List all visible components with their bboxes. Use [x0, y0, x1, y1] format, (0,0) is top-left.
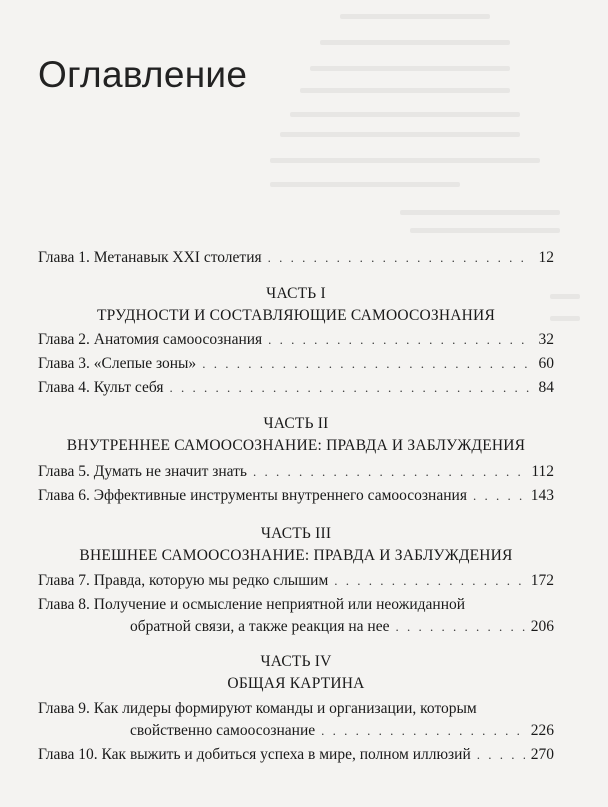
dot-leader	[477, 745, 525, 765]
entry-label: Глава 6. Эффективные инструменты внутреннего самоосознания	[38, 487, 467, 504]
entry-label-continued: свойственно самоосознание	[130, 722, 316, 739]
dot-leader	[395, 617, 524, 637]
entry-page: 143	[530, 487, 554, 504]
toc-entry-chapter-6	[38, 486, 554, 506]
toc-entry-chapter-9-line-1: Глава 9. Как лидеры формируют команды и организации, которым	[38, 700, 477, 717]
toc-entry-chapter-1	[38, 248, 554, 268]
part-1-title: ТРУДНОСТИ И СОСТАВЛЯЮЩИЕ САМООСОЗНАНИЯ	[97, 307, 495, 324]
toc-entry-chapter-8	[130, 617, 554, 637]
dot-leader	[253, 462, 525, 482]
entry-page: 172	[530, 572, 554, 589]
entry-label: Глава 5. Думать не значит знать	[38, 463, 248, 480]
toc-entry-chapter-2	[38, 330, 554, 350]
toc-entry-chapter-3	[38, 354, 554, 374]
dot-leader	[268, 248, 533, 268]
entry-label: Глава 3. «Слепые зоны»	[38, 355, 197, 372]
part-2-title: ВНУТРЕННЕЕ САМООСОЗНАНИЕ: ПРАВДА И ЗАБЛУЖДЕНИЯ	[66, 437, 526, 454]
entry-label: Глава 1. Метанавык XXI столетия	[38, 249, 262, 266]
dot-leader	[169, 378, 532, 398]
entry-label: Глава 10. Как выжить и добиться успеха в мире, полном иллюзий	[38, 746, 471, 763]
dot-leader	[473, 486, 525, 506]
part-4-title: ОБЩАЯ КАРТИНА	[227, 675, 365, 692]
page-title: Оглавление	[38, 54, 248, 95]
dot-leader	[321, 721, 525, 741]
entry-label-continued: обратной связи, а также реакция на нее	[130, 618, 390, 635]
part-1-number: ЧАСТЬ I	[266, 285, 326, 302]
entry-page: 206	[530, 618, 554, 635]
entry-label: Глава 7. Правда, которую мы редко слышим	[38, 572, 329, 589]
entry-label: Глава 2. Анатомия самоосознания	[38, 331, 263, 348]
toc-entry-chapter-4	[38, 378, 554, 398]
entry-label: Глава 4. Культ себя	[38, 379, 164, 396]
bleed-through-text	[250, 0, 608, 330]
entry-page: 112	[531, 463, 554, 480]
toc-entry-chapter-5	[38, 462, 554, 482]
dot-leader	[334, 571, 524, 591]
part-4-number: ЧАСТЬ IV	[260, 653, 332, 670]
toc-entry-chapter-7	[38, 571, 554, 591]
entry-page: 84	[538, 379, 554, 396]
toc-entry-chapter-8-line-1: Глава 8. Получение и осмысление неприятной или неожиданной	[38, 596, 466, 613]
dot-leader	[202, 354, 532, 374]
part-3-number: ЧАСТЬ III	[260, 525, 332, 542]
part-3-title: ВНЕШНЕЕ САМООСОЗНАНИЕ: ПРАВДА И ЗАБЛУЖДЕНИЯ	[79, 547, 513, 564]
entry-page: 226	[530, 722, 554, 739]
toc-entry-chapter-9	[130, 721, 554, 741]
dot-leader	[268, 330, 532, 350]
entry-page: 270	[530, 746, 554, 763]
toc-entry-chapter-10	[38, 745, 554, 765]
entry-page: 60	[538, 355, 554, 372]
entry-page: 32	[538, 331, 554, 348]
part-2-number: ЧАСТЬ II	[263, 415, 329, 432]
entry-page: 12	[538, 249, 554, 266]
